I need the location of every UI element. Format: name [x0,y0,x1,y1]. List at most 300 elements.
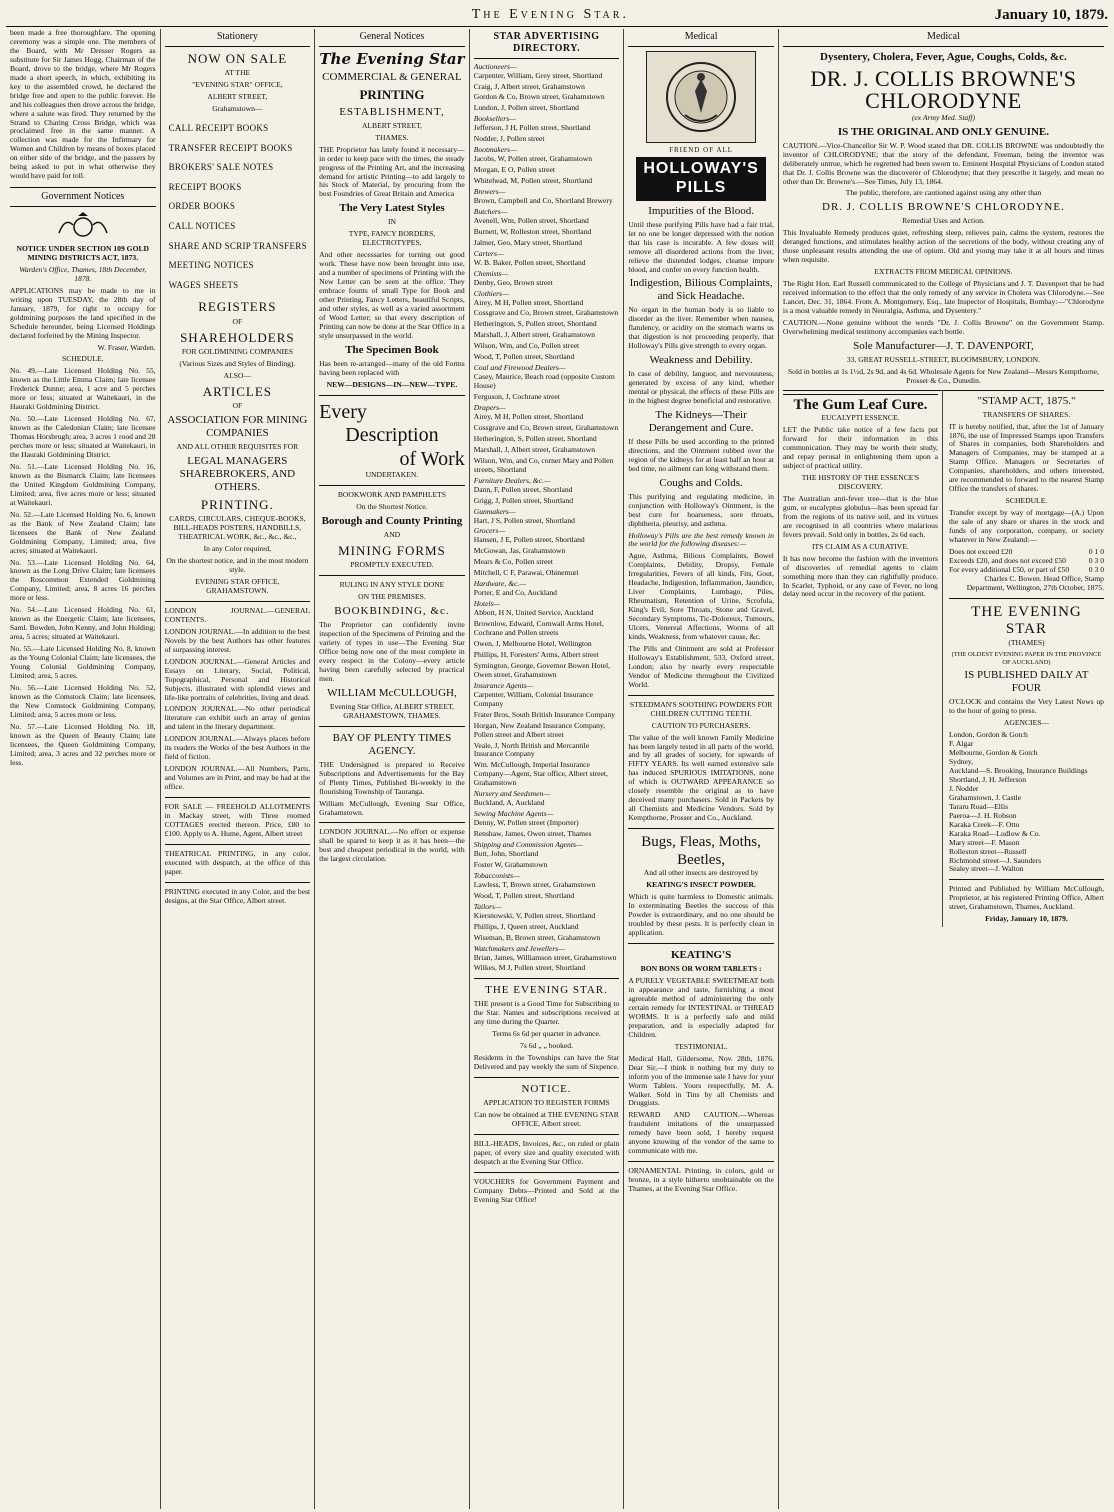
bookbinding-line: BOOKBINDING, &c. [334,605,450,618]
directory-entry: Craig, J, Albert street, Grahamstown [473,81,585,91]
agency-item: Shortland, J. H. Jefferson [948,774,1026,784]
proprietor-name: WILLIAM McCULLOUGH, [327,686,457,699]
schedule-item: No. 54.—Late Licensed Holding No. 61, known as the Energetic Claim; late licensees, Saml. Bowden, John Kenny, and John Holding; area, 5 acres; situated at Waitekauri. [10,605,156,642]
bugs-text: Which is quite harmless to Domestic animals. In exterminating Beetles the success of this Powder is extraordinary, and no one should be troubled by these pests. It is perfectly clean in application. [628,892,774,938]
directory-category: Nursery and Seedsmen— [473,789,551,799]
directory-entry: Buckland, A, Auckland [473,798,545,808]
proprietor-text: THE Proprietor has lately found it necessary—in order to keep pace with the times, the steady progress of the Printing Art, and the increasing demand for artistic Printing—to add largely to his Stock of Material, by procuring from the best Foundries of Great Britain and America [319,144,465,199]
of-line: OF [232,316,243,326]
of-line: OF [232,401,243,411]
directory-entry: Marshall, J, Albert street, Grahamstown [473,330,595,340]
keating-powder-heading: KEATING'S INSECT POWDER. [646,880,756,890]
directory-entry: Dann, F, Pollen street, Shortland [473,484,573,494]
printing-heading: PRINTING. [200,496,274,512]
schedule-item: No. 53.—Late Licensed Holding No. 64, known as the Long Drive Claim; late licensees the Roscommon Extended Goldmining Company, Limited; area, 8 acres 16 perches more or less. [10,557,156,603]
directory-entry: Kiersnowski, V, Pollen street, Shortland [473,910,596,920]
necessaries-text: And other necessaries for turning out good work. These have now been brought into use, and a number of specimens of Printing with the New Letter can be seen at the office. They embrace founts of small Type for Book and other Printing, Fancy Letters, beautiful Scripts, and other styles, as well as a varied assortment of Wood Letter; so that every description of Printing can now be done at the Star Office in a style unsurpassed in the world. [319,250,465,340]
sold-line: Sold in bottles at 1s 1½d, 2s 9d, and 4s 6d. Wholesale Agents for New Zealand—Messrs Kempthorne, Prosser & Co., Dunedin. [787,366,1099,385]
commercial-line: COMMERCIAL & GENERAL [322,71,462,84]
chlorodyne-name: DR. J. COLLIS BROWNE'S CHLORODYNE. [822,201,1065,214]
notice-office: Warden's Office, Thames, 18th December, 1878. [19,264,147,283]
agency-item: F. Algar [948,739,974,749]
directory-entry: Renshaw, James, Owen street, Thames [473,829,592,839]
directory-entry: Cossgrave and Co, Brown street, Grahamstown [473,422,619,432]
directory-category: Hardware, &c.— [473,579,527,589]
extracts-heading: EXTRACTS FROM MEDICAL OPINIONS. [874,267,1013,277]
directory-category: Auctioneers— [473,61,517,71]
directory-entry: Mitchell, C F, Parawai, Ohinemuri [473,568,579,578]
divider [628,1161,774,1162]
stamp-rates [949,548,1104,575]
schedule-item: No. 50.—Late Licensed Holding No. 67, known as the Caledonian Claim; late licensee Thomas Horsbrugh; area, 3 acres 1 rood and 28 perches more or less; situated at Waitekauri, in the Hauraki Goldmining District. [10,414,156,460]
holloway-sales-text: The Pills and Ointment are sold at Professor Holloway's Establishment, 533, Oxford street, London; also by nearly every respectable Vendor of Medicine throughout the Civilized World. [628,643,774,689]
bugs-heading: Bugs, Fleas, Moths, Beetles, [641,834,761,868]
directory-category: Gunmakers— [473,506,516,516]
directory-entry: Wood, T, Pollen street, Shortland [473,890,575,900]
column-4 [470,29,625,1509]
royal-crest-icon [53,211,113,241]
evening-star-title: The Evening Star [319,49,465,68]
stationery-item: WAGES SHEETS [168,279,239,290]
issue-date: January 10, 1879. [994,6,1108,23]
divider [474,1134,620,1135]
journal-ad: LONDON JOURNAL.—GENERAL CONTENTS. [164,605,311,624]
advertising-directory [474,63,620,974]
directory-category: Furniture Dealers, &c.— [473,475,551,485]
gum-leaf-heading: The Gum Leaf Cure. [783,394,938,415]
sizes-line: (Various Sizes and Styles of Binding). [179,358,296,368]
promptly-line: PROMPTLY EXECUTED. [350,560,434,570]
undertaken-line: UNDERTAKEN. [365,470,419,480]
shareholders-heading: SHAREHOLDERS [180,329,295,345]
extracts-text: The Right Hon. Earl Russell communicated to the College of Physicians and J. T. Davenport that he had received information to the effect that the only remedy of any service in Cholera was Chlorodyne.—See Lancet, Dec. 31, 1864. From A. Montgomery, Esq., late Inspector of Hospitals, Bombay:—"Chlorodyne is a most valuable remedy in Neuralgia, Asthma, and Dysentery." [782,279,1104,315]
divider [474,978,620,979]
lower-split [783,390,1104,928]
notice-heading: NOTICE. [521,1083,572,1096]
journal-ad: LONDON JOURNAL.—No other periodical literature can exhibit such an array of genius and talent in the literary department. [164,704,311,732]
thames-line: (THAMES) [1008,638,1045,648]
directory-entry: McGowan, Jas, Grahamstown [473,546,566,556]
directory-entry: Carpenter, William, Colonial Insurance Company [473,689,593,708]
diseases-list: Ague, Asthma, Bilious Complaints, Bowel Complaints, Debility, Dropsy, Female Irregularities, Fevers of all kinds, Fits, Gout, Headache, Indigestion, Inflammation, Jaundice, Liver Complaints, Lumbago, Piles, Rheumatism, Retention of Urine, Scrofula, King's Evil, Sore Throats, Stone and Gravel, Secondary Symptoms, Tic-Doloreux, Tumours, Ulcers, Venereal Affections, Worms of all kinds, Weakness, from whatever cause, &c. [628,551,774,641]
directory-entry: Jefferson, J H, Pollen street, Shortland [473,123,591,133]
imprint-date: Friday, January 10, 1879. [985,914,1068,924]
army-line: (ex Army Med. Staff) [911,112,975,122]
keating-heading: KEATING'S [670,949,732,962]
chlorodyne-title: DR. J. COLLIS BROWNE'S CHLORODYNE [810,65,1077,113]
london-journal-ad: LONDON JOURNAL.—No effort or expense shall be spared to keep it as it has been—the best and cheapest periodical in the world, with the largest circulation. [319,827,465,864]
directory-entry: Wilson, Wm, and Co, corner Mary and Pollen streets, Shortland [473,455,614,474]
divider [319,485,465,486]
history-text: The Australian anti-fever tree—that is the blue gum, or eucalyptus globulus—has been spread far from the regions of its native soil, and its virtues are recognised in all countries where malarious fevers prevail. Sold only in bottles, 2s 6d each. [782,493,938,539]
directory-entry: Frater Bros, South British Insurance Company [473,709,616,719]
specimen-heading: The Specimen Book [345,343,439,356]
steedman-text: The value of the well known Family Medicine has been largely tested in all parts of the world, and by all grades of society, for upwards of FIFTY YEARS. Its well earned extensive sale has induced SPURIOUS IMITATIONS, none of which is OUTWARD APPEARANCE so closely resemble the original as to have deceived many purchasers. Sold in Packets by all Chemists and Medicine Vendors. Sold by Kempthorne, Prosser and Co., Auckland. [628,732,774,823]
stamp-act-column [949,391,1104,928]
directory-category: Hotels— [473,599,501,609]
stamp-act-text: IT is hereby notified, that, after the 1st of January 1876, the use of Impressed Stamps upon Transfers of Shares in companies, both Shareholders and Managers of Companies, may be stamped at a Stamp Office. Managers or Secretaries of Companies, shareholders, and others interested, are recommended to forward to the nearest Stamp Office the transfers of shares. [948,421,1104,494]
diseases-note: Holloway's Pills are the best remedy known in the world for the following diseases:— [628,530,774,549]
testimonial-heading: TESTIMONIAL. [674,1041,728,1051]
directory-entry: Veale, J, North British and Mercantile Insurance Company [473,740,590,759]
rate-value: 0 1 0 [1088,546,1104,556]
section-heading: Government Notices [10,187,156,207]
notice-body: APPLICATIONS may be made to me in writing upon TUESDAY, the 28th day of January, 1879, for right to occupy for goldmining purposes the land specified in the Schedule hereunder, being Licensed Holdings declared forfeited by the Mining Inspector. [10,285,156,340]
holloways-pills-banner: HOLLOWAY'S PILLS [636,157,766,201]
directory-category: Brewers— [473,187,506,197]
directory-entry: Brian, James, Williamson street, Grahamstown [473,952,617,962]
agency-item: Richmond street—J. Saunders [948,855,1042,865]
directory-category: Coal and Firewood Dealers— [473,363,566,373]
ruling-line: RULING IN ANY STYLE DONE [339,580,445,590]
testimonial-text: Medical Hall, Gildersome, Nov. 28th, 1876. Dear Sir,—I think it nothing but my duty to inform you of the immense sale I have for your Worm Tablets. Yours respectfully, M. A. Walker. Sold in Tins by all Chemists and Druggists. [628,1053,774,1108]
directory-entry: Jalmer, Geo, Mary street, Shortland [473,237,583,247]
remedial-heading: Remedial Uses and Action. [902,216,985,226]
schedule-item: No. 52.—Late Licensed Holding No. 6, known as the Bank of New Zealand Claim; late licensees the Bank of New Zealand Goldmining Company, Limited; area, five acres; situated at Waitekauri. [10,509,156,555]
divider [949,598,1104,599]
directory-entry: Airey, M H, Pollen street, Shortland [473,412,584,421]
requisites-line: AND ALL OTHER REQUISITES FOR [176,442,299,452]
evening-star-heading: THE EVENING STAR [971,603,1082,638]
directory-entry: Foster W, Grahamstown [473,859,548,869]
heading-coughs: Coughs and Colds. [659,476,743,489]
column-5 [624,29,779,1509]
agency-item: Karaka Creek—F. Otto [948,819,1020,829]
directory-entry: Ferguson, J, Cochrane street [473,392,560,402]
ornamental-ad: ORNAMENTAL Printing, in colors, gold or bronze, in a style hitherto unobtainable on the Thames, at the Evening Star Office. [628,1166,774,1194]
directory-category: Bootmakers— [473,145,517,155]
premises-line: ON THE PREMISES. [358,592,426,602]
directory-entry: Horgan, New Zealand Insurance Company, Pollen street and Albert street [473,720,606,739]
steedman-caution: CAUTION TO PURCHASERS. [651,720,751,730]
worm-tablets-text: A PURELY VEGETABLE SWEETMEAT both in appearance and taste, furnishing a most agreeable method of administering the only certain remedy for INTESTINAL or THREAD WORMS. It is a perfectly safe and mild preparation, and is especially adapted for Children. [628,976,774,1039]
gum-leaf-ad [783,391,943,928]
transfers-heading: TRANSFERS OF SHARES. [982,409,1071,419]
reward-text: REWARD AND CAUTION.—Whereas fraudulent imitations of the unsurpassed remedy have been sold, I hereby request anyone knowing of the vendor of the same to communicate with me. [628,1110,774,1156]
directory-entry: Hansen, J E, Pollen street, Shortland [473,535,585,545]
divider [628,695,774,696]
and-line: AND [383,530,401,540]
stamp-signature: Charles C. Bowen. Head Office, Stamp Department, Wellington, 27th October, 1875. [966,573,1104,592]
directory-category: Butchers— [473,206,508,216]
column-6 [779,29,1108,1509]
divider [319,395,465,396]
steedman-heading: STEEDMAN'S SOOTHING POWDERS FOR CHILDREN CUTTING TEETH. [629,699,773,718]
theatrical-ad: THEATRICAL PRINTING, in any color, executed with despatch, at the office of this paper. [164,848,311,876]
directory-category: Tobacconists— [473,870,520,880]
directory-entry: Denny, W, Pollen street (Importer) [473,818,579,828]
bugs-subheading: And all other insects are destroyed by [643,868,759,878]
public-line: The public, therefore, are cautioned against using any other than [845,188,1042,198]
agencies-list [949,731,1104,874]
chlorodyne-subheading: Dysentery, Cholera, Fever, Ague, Coughs, Colds, &c. [820,50,1067,63]
worm-tablets-heading: BON BONS OR WORM TABLETS : [640,964,762,974]
in-line: IN [387,217,396,227]
directory-entry: Wm. McCullough, Imperial Insurance Company—Agent, Star office, Albert street, Grahamstown [473,760,608,788]
directory-entry: Abbott, H N, United Service, Auckland [473,608,594,618]
schedule-item: No. 56.—Late Licensed Holding No. 52, known as the Comstock Claim; late licensees, the New Comstock Goldmining Company, Limited; area, 5 acres more or less. [10,682,156,719]
directory-entry: Hart, J S, Pollen street, Shortland [473,515,575,525]
agency-item: Melbourne, Gordon & Gotch [948,748,1038,758]
divider [165,601,311,602]
published-line: IS PUBLISHED DAILY AT FOUR [964,669,1089,695]
column-2 [161,29,316,1509]
office-signature: EVENING STAR OFFICE, GRAHAMSTOWN. [195,577,280,595]
text-coughs: This purifying and regulating medicine, in conjunction with Holloway's Ointment, is the best cure for hoarseness, sore throats, diphtheria, pleurisy, and asthma. [628,491,774,528]
schedule-item: No. 49.—Late Licensed Holding No. 55, known as the Little Emma Claim; late licensee Frederick Dunne; area, 1 acre and 5 perches more or less; situated at Waitekauri, in the Hauraki Goldmining District. [10,366,156,412]
new-designs: NEW—DESIGNS—IN—NEW—TYPE. [326,379,458,389]
printer-imprint: Printed and Published by William McCullough, Proprietor, at his registered Printing Office, Albert street, Grahamstown, Thames, Auckland. [948,884,1104,912]
history-heading: THE HISTORY OF THE ESSENCE'S DISCOVERY. [801,473,920,491]
printing-list: CARDS, CIRCULARS, CHEQUE-BOOKS, BILL-HEADS POSTERS, HANDBILLS, THEATRICAL WORK, &c., &c., &c., [169,514,306,542]
directory-entry: Mears & Co, Pollen street [473,557,553,567]
proprietor-invite: The Proprietor can confidently invite inspection of the Specimens of Printing and the variety of types in use—The Evening Star Office being now one of the most complete in every respect in the Colony—every article having been carefully selected by practical men. [319,620,465,683]
terms-booked-line: 7s 6d „ „ booked. [520,1041,573,1051]
residents-text: Residents in the Townships can have the Star Delivered and pay weekly the sum of Sixpence. [473,1053,620,1072]
directory-entry: Owen, J, Melbourne Hotel, Wellington [473,638,592,648]
stationery-item: MEETING NOTICES [168,260,254,271]
directory-category: Grocers— [473,526,506,536]
schedule-list [10,367,156,767]
shortest-line: On the Shortest Notice. [356,502,428,512]
remedial-text: This Invaluable Remedy produces quiet, refreshing sleep, relieves pain, calms the system, restores the deranged functions, and stimulates healthy action of the secretions of the body, without creating any of those unpleasant results attending the use of opium. Old and young may take it at all hours and times when requisite. [782,228,1104,265]
column-heading: STAR ADVERTISING DIRECTORY. [474,29,620,59]
directory-entry: Wiseman, B, Brown street, Grahamstown [473,932,601,942]
heading-indigestion: Indigestion, Bilious Complaints, and Sick Headache. [629,277,773,303]
directory-entry: Symington, George, Governor Bowen Hotel, Owen street, Grahamstown [473,660,611,679]
journal-ad: LONDON JOURNAL.—Always places before its readers the Works of the best Authors in the field of fiction. [164,734,311,762]
directory-entry: Grigg, J, Pollen street, Shortland [473,495,574,505]
divider [319,726,465,727]
sole-manufacturer: Sole Manufacturer—J. T. DAVENPORT, [853,339,1034,352]
claim-heading: ITS CLAIM AS A CURATIVE. [811,541,909,551]
rate-value: 0 3 0 [1088,555,1104,565]
directory-entry: Casey, Maurice, Beach road (opposite Custom House) [473,372,615,391]
article-text: been made a free thoroughfare. The opening ceremony was a simple one. The members of the Board, with Mr Dresser Rogers as substitute for Sir James Hogg, Chairman of the Board, drove to the bridge, where Mr Rogers made a short speech, in which, exhibiting its key to the assembled crowd, he declared the bridge free and open to the public forever. He and his colleagues then drove across the bridge, where a salute was fired. They returned by the Strand to Charing Cross Bridge, which was proclaimed free in the same manner. A collection was made for the Infirmary for Women and Children by means of boxes placed on either side of the bridge, and the passers by being asked to put in what otherwise they would have paid for toll. [10,29,156,181]
street-line: ALBERT STREET, [207,92,268,102]
printing-ad: PRINTING executed in any Color, and the best designs, at the Star Office, Albert street. [164,886,311,905]
divider [474,1172,620,1173]
rate-value: 0 3 0 [1088,564,1104,574]
notice-title: NOTICE UNDER SECTION 109 GOLD MINING DISTRICTS ACT, 1873. [16,244,150,262]
column-heading: Medical [783,29,1104,47]
directory-category: Clothiers— [473,288,509,298]
directory-entry: Wood, T, Pollen street, Shortland [473,352,575,362]
divider [165,882,311,883]
gum-leaf-text: LET the Public take notice of a few facts put forward for their information in this communication. They may be worth their study, and repay perusal in enlightening them upon a subject of practical utility. [782,425,938,471]
divider [628,828,774,829]
mining-forms-heading: MINING FORMS [338,543,446,559]
column-1 [6,29,161,1509]
agency-item: London, Gordon & Gotch [948,730,1028,740]
directory-entry: Wilson, Wm, and Co, Pollen street [473,341,580,351]
divider [949,879,1104,880]
stationery-item: BROKERS' SALE NOTES [168,162,274,173]
stationery-item: CALL NOTICES [168,220,236,231]
published-text: O'CLOCK and contains the Very Latest News up to the hour of going to press. [948,697,1104,716]
column-heading: General Notices [319,29,465,47]
directory-entry: Lawless, T, Brown street, Grahamstown [473,879,596,889]
journal-ad: LONDON JOURNAL.—All Numbers, Parts, and Volumes are in Print, and may be had at the office. [164,764,311,792]
divider [474,1077,620,1078]
heading-impurities: Impurities of the Blood. [648,204,754,217]
directory-category: Booksellers— [473,114,516,124]
agency-item: Sydney, [948,757,974,767]
vouchers-ad: VOUCHERS for Government Payment and Company Debts—Printed and Sold at the Evening Star Office! [473,1176,620,1204]
office-line: "EVENING STAR" OFFICE, [192,80,283,90]
divider [165,844,311,845]
for-sale-ad: FOR SALE — FREEHOLD ALLOTMENTS in Mackay street, with Three roomed COTTAGES erected thereon. Price, £80 to £100. Apply to A. Hume, Agent, Albert street [164,802,311,838]
directory-entry: Morgan, E O, Pollen street [473,165,556,175]
claim-text: It has now become the fashion with the inventors of discoveries of remedial agents to claim something more than they can rightfully produce. In Scarlet, Typhoid, or any case of Fever, no long delay need occur in the recovery of the patient. [782,553,938,599]
directory-category: Tailors— [473,901,502,911]
directory-category: Insurance Agents— [473,680,534,690]
directory-entry: Nodder, J, Pollen street [473,134,545,144]
directory-entry: Whitehead, M, Pollen street, Shortland [473,176,593,186]
directory-entry: Denby, Geo, Brown street [473,277,553,287]
agency-item: Paeroa—J. H. Robson [948,810,1017,820]
color-line: In any Color required, [203,544,272,554]
agency-item: Mary street—F. Mason [948,837,1020,847]
schedule-item: No. 51.—Late Licensed Holding No. 16, known as the Bismarck Claim; late licensees the United Kingdom Goldmining Company, Limited; area, five acres more or less; situated at Waitekauri. [10,461,156,507]
printing-heading: PRINTING [359,87,425,103]
directory-entry: Burnett, W, Rolleston street, Shortland [473,226,592,236]
agency-item: Sealey street—J. Walton [948,864,1024,874]
bookwork-line: BOOKWORK AND PAMPHLETS [337,490,447,500]
divider [628,943,774,944]
rate-label: For every additional £50, or part of £50 [948,564,1070,574]
articles-heading: ARTICLES [202,383,273,399]
notice-signature: W. Fraser, Warden. [97,342,156,352]
agencies-heading: AGENCIES— [1003,718,1050,728]
establishment-line: ESTABLISHMENT, [339,105,445,118]
directory-entry: Avenell, Wm, Pollen street, Shortland [473,215,589,225]
directory-entry: Phillips, H, Foresters' Arms, Albert street [473,649,599,659]
legal-line: LEGAL MANAGERS SHAREBROKERS, AND OTHERS. [179,455,296,493]
schedule-item: No. 55.—Late Licensed Holding No. 8, known as the Young Colonial Claim; late licensees, the Young Colonial Goldmining Company, Limited; area, 5 acres. [10,644,156,680]
column-3 [315,29,470,1509]
directory-category: Sewing Machine Agents— [473,809,554,819]
directory-category: Shipping and Commission Agents— [473,840,583,850]
divider [165,797,311,798]
directory-entry: Cossgrave and Co, Brown street, Grahamstown [473,308,619,318]
stationery-item: SHARE AND SCRIP TRANSFERS [168,240,307,251]
directory-entry: W. B. Baker, Pollen street, Shortland [473,257,586,267]
of-work-heading: of Work [399,447,465,470]
directory-entry: Marshall, J, Albert street, Grahamstown [473,444,595,454]
star-subscription-text: THE present is a Good Time for Subscribing to the Star. Names and subscriptions received at any time during the Quarter. [473,999,620,1027]
directory-category: Watchmakers and Jewellers— [473,943,565,953]
description-heading: Description [345,424,439,447]
agency-item: Karaka Road—Ludlow & Co. [948,828,1041,838]
directory-category: Chemists— [473,268,509,278]
agency-item: Tararu Road—Ellis [948,801,1009,811]
type-line: TYPE, FANCY BORDERS, ELECTROTYPES, [348,229,436,248]
directory-entry: Porter, E and Co, Auckland [473,588,557,598]
at-the: AT THE [224,68,251,78]
manufacturer-address: 33, GREAT RUSSELL-STREET, BLOOMSBURY, LONDON. [846,354,1041,364]
caution-genuine: CAUTION.—None genuine without the words "Dr. J. Collis Browne" on the Government Stamp. Overwhelming medical testimony accompanies each bottle. [782,317,1104,336]
bay-signature: William McCullough, Evening Star Office, Grahamstown. [319,798,465,817]
for-mining-line: FOR GOLDMINING COMPANIES [181,347,293,357]
every-heading: Every [319,400,367,423]
terms-line: Terms 6s 6d per quarter in advance. [492,1029,601,1039]
directory-entry: Brown, Campbell and Co, Shortland Brewery [473,195,613,205]
journal-ad: LONDON JOURNAL.—In addition to the best Novels by the best Authors has other features of surpassing interest. [164,626,311,654]
directory-entry: Phillips, J, Queen street, Auckland [473,921,579,931]
directory-category: Carters— [473,248,504,258]
divider [319,822,465,823]
directory-entry: Butt, John, Shortland [473,848,539,858]
directory-category: Drapers— [473,403,506,413]
column-heading: Medical [628,29,774,47]
emblem-label: FRIEND OF ALL [669,145,734,154]
latest-styles: The Very Latest Styles [339,202,445,215]
specimen-text: Has been re-arranged—many of the old Forms having been replaced with [319,358,465,377]
bay-heading: BAY OF PLENTY TIMES AGENCY. [332,731,452,757]
london-journal-ads [165,607,311,792]
directory-entry: Jacobs, W, Pollen street, Grahamstown [473,154,593,164]
schedule-heading: SCHEDULE. [62,354,104,364]
text-indigestion: No organ in the human body is so liable to disorder as the liver. Remember when nausea, flatulency, or acidity on the stomach warns us that digestion is not proceeding properly, that Holloway's Pills give strength to every organ. [628,305,774,351]
text-impurities: Until these purifying Pills have had a fair trial, let no one be longer depressed with the notion that his case is incurable. A few doses will remove all disordered actions from the liver, relieve the distended lodges, cleanse impure blood, and confer on every function health. [628,219,774,274]
masthead [6,4,1108,27]
text-kidneys: If these Pills be used according to the printed directions, and the Ointment rubbed over the region of the kidneys for at least half an hour at bed time, no ailment can long withstand them. [628,436,774,473]
directory-entry: Carpenter, William, Grey street, Shortland [473,70,603,80]
registers-heading: REGISTERS [198,299,277,315]
schedule-item: No. 57.—Late Licensed Holding No. 18, known as the Queen of Beauty Claim; late licensees, the Queen Goldmining Company, Limited; area, 3 acres and 32 perches more or less. [10,721,156,767]
oldest-line: (THE OLDEST EVENING PAPER IN THE PROVINCE OF AUCKLAND) [951,651,1102,666]
agency-item: J. Nodder [948,783,979,793]
now-on-sale: NOW ON SALE [187,50,288,66]
eucalypti-line: EUCALYPTI ESSENCE. [821,413,900,423]
rate-label: Exceeds £20, and does not exceed £50 [948,555,1066,565]
stationery-item: ORDER BOOKS [168,201,236,212]
columns [6,29,1108,1509]
stationery-item: RECEIPT BOOKS [168,181,242,192]
schedule-text: Transfer except by way of mortgage—(A.) Upon the sale of any share or shares in the stock and funds of any corporation, company, or society whatever in New Zealand:— [948,508,1104,544]
proprietor-office: Evening Star Office, ALBERT STREET, GRAHAMSTOWN, THAMES. [329,701,454,720]
directory-entry: Brownlow, Edward, Cornwall Arms Hotel, Cochrane and Pollen streets [473,619,604,638]
genuine-line: IS THE ORIGINAL AND ONLY GENUINE. [837,125,1049,138]
directory-entry: Lundon, J, Pollen street, Shortland [473,103,579,113]
column-heading: Stationery [165,29,311,47]
bay-text: THE Undersigned is prepared to Receive Subscriptions and Advertisements for the Bay of Plenty Times, Published Bi-weekly in the flourishing Township of Tauranga. [319,759,465,796]
heading-kidneys: The Kidneys—Their Derangement and Cure. [648,408,754,434]
also-line: ALSO— [223,370,252,380]
town-line: Grahamstown— [212,103,263,113]
stationery-item: TRANSFER RECEIPT BOOKS [168,142,293,153]
divider [319,575,465,576]
rate-label: Does not exceed £20 [948,546,1013,556]
billheads-ad: BILL-HEADS, Invoices, &c., on ruled or plain paper, of every size and quality executed with despatch at the Evening Star Office. [473,1138,620,1166]
directory-entry: Hetherington, S, Pollen street, Shortland [473,433,597,443]
caution-text: CAUTION.—Vice-Chancellor Sir W. P. Wood stated that DR. COLLIS BROWNE was undoubtedly the inventor of CHLORODYNE; that the story of the defendant, Freeman, being the inventor was deliberately untrue, which he regretted had been sworn to. Eminent Hospital Physicians of London stated that Dr. J. Collis Browne was the discoverer of Chlorodyne; that they prescribe it largely, and mean no other than Dr. Browne's.—See Times, July 13, 1864. [782,140,1104,186]
directory-entry: Gordon & Co, Brown street, Grahamstown [473,92,605,102]
directory-entry: Airey, M H, Pollen street, Shortland [473,297,584,307]
schedule-heading: SCHEDULE. [1005,496,1048,506]
agency-item: Grahamstown, J. Castle [948,792,1022,802]
newspaper-title: The Evening Star. [471,7,629,22]
stationery-item: CALL RECEIPT BOOKS [168,122,269,133]
holloway-engraving [646,51,756,143]
text-weakness: In case of debility, languor, and nervousness, generated by excess of any kind, whether mental or physical, the effects of these Pills are in the highest degree beneficial and restorative. [628,369,774,406]
street-line: ALBERT STREET, [361,120,422,130]
town-line: THAMES. [375,132,409,142]
directory-entry: Hetherington, S, Pollen street, Shortland [473,319,597,329]
stationery-list [165,123,311,290]
heading-weakness: Weakness and Debility. [649,354,753,367]
